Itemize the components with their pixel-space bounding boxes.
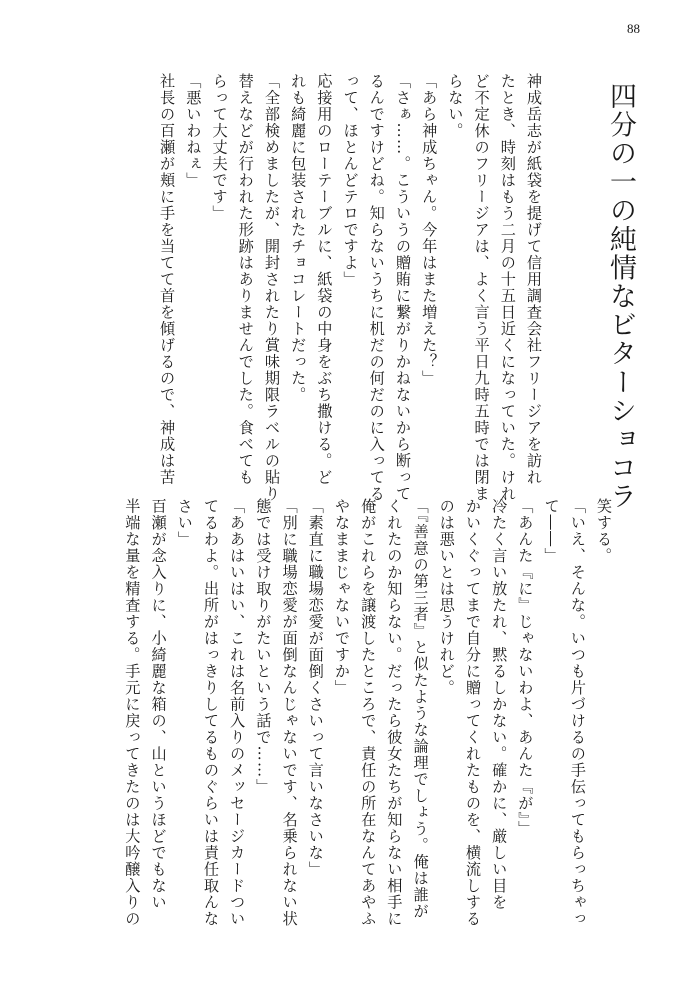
text-line: 神成岳志が紙袋を提げて信用調査会社フリージアを訪れ	[525, 73, 543, 486]
text-line: らって大丈夫です」	[210, 73, 229, 222]
text-line: 「素直に職場恋愛が面倒くさいって言いなさいな」	[306, 498, 325, 878]
text-line: て――」	[542, 498, 561, 564]
text-line: 応接用のローテーブルに、紙袋の中身をぶち撒ける。ど	[315, 73, 334, 486]
text-line: るんですけどね。知らないうちに机だの何だのに入ってる	[367, 73, 386, 502]
text-line: やなままじゃないですか」	[332, 498, 351, 696]
text-line: 百瀬が念入りに、小綺麗な箱の、山というほどでもない	[149, 498, 168, 911]
text-line: かいくぐってまで自分に贈ってくれたものを、横流しする	[463, 498, 482, 927]
text-line: 社長の百瀬が頬に手を当てて首を傾げるので、神成は苦	[158, 73, 177, 486]
text-line: 俺がこれらを譲渡したところで、責任の所在なんてあやふ	[359, 498, 378, 927]
text-line: 態では受け取りがたいという話で……」	[254, 498, 273, 795]
text-line: くれたのか知らない。だったら彼女たちが知らない相手に	[385, 498, 404, 927]
text-line: 「『善意の第三者』と似たような論理でしょう。俺は誰が	[411, 498, 430, 920]
text-line: 「いえ、そんな。いつも片づけるの手伝ってもらっちゃっ	[568, 498, 587, 927]
text-line: 半端な量を精査する。手元に戻ってきたのは大吟醸入りの	[123, 498, 142, 927]
text-line: 冷たく言い放たれ、黙るしかない。確かに、厳しい目を	[490, 498, 509, 911]
text-line: 「あら神成ちゃん。今年はまた増えた？」	[420, 73, 439, 387]
text-line: 「あんた『に』じゃないわよ、あんた『が』」	[516, 498, 535, 837]
text-line: 「全部検めましたが、開封されたり賞味期限ラベルの貼り	[262, 73, 281, 502]
text-line: 笑する。	[595, 498, 613, 564]
page-number: 88	[627, 21, 640, 36]
text-line: てるわよ。出所がはっきりしてるものぐらいは責任取んな	[201, 498, 220, 927]
text-line: 「ああはいはい、これは名前入りのメッセージカードつい	[228, 498, 247, 927]
text-line: さい」	[175, 498, 194, 548]
text-line: 「悪いわねぇ」	[184, 73, 203, 189]
text-line: らない。	[446, 73, 465, 139]
lower-text-block	[123, 498, 617, 927]
text-line: 「別に職場恋愛が面倒なんじゃないです、名乗られない状	[280, 498, 299, 927]
text-line: のは悪いとは思うけれど。	[437, 498, 456, 696]
text-line: たとき、時刻はもう二月の十五日近くになっていた。けれ	[498, 73, 517, 502]
text-line: って、ほとんどテロですよ」	[341, 73, 360, 288]
text-line: 「さぁ……。こういうの贈賄に繋がりかねないから断って	[393, 73, 412, 502]
upper-text-block	[142, 73, 547, 502]
text-line: 替えなどが行われた形跡はありませんでした。食べても	[236, 73, 255, 486]
chapter-title: 四分の一の純情なビターショコラ	[605, 82, 636, 511]
text-line: れも綺麗に包装されたチョコレートだった。	[289, 73, 308, 403]
text-line: ど不定休のフリージアは、よく言う平日九時五時では閉ま	[472, 73, 491, 502]
